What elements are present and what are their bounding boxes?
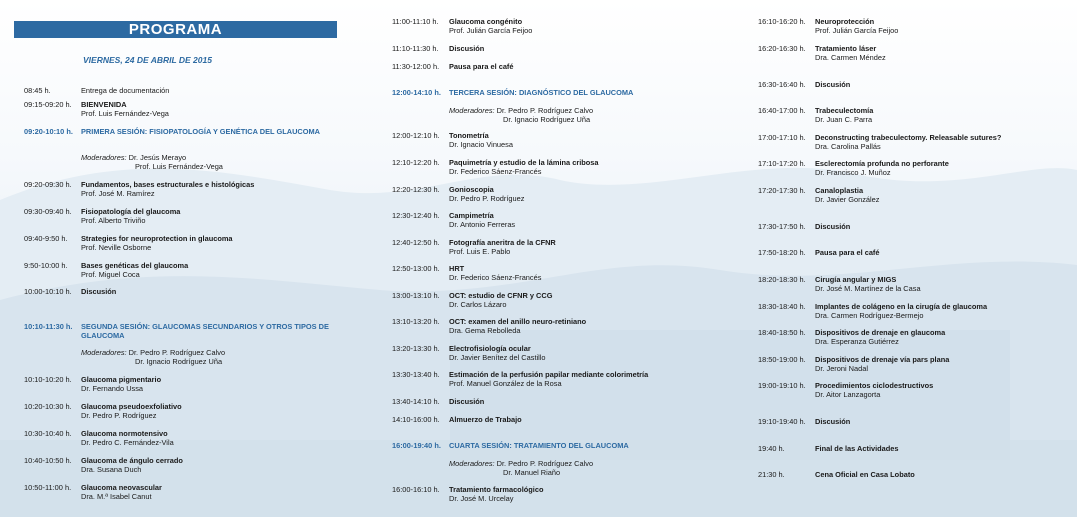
item-title: Electrofisiología ocular [449, 344, 531, 353]
item-time: 11:00-11:10 h. [392, 17, 439, 26]
item-time: 09:15-09:20 h. [24, 100, 72, 109]
item-title: Fisiopatología del glaucoma [81, 207, 181, 216]
item-speaker: Dra. Gema Rebolleda [449, 326, 521, 336]
item-title: HRT [449, 264, 465, 273]
item-time: 13:10-13:20 h. [392, 317, 440, 326]
item-speaker: Dr. Pedro P. Rodríguez [449, 194, 525, 204]
item-title: Final de las Actividades [815, 444, 899, 453]
item-time: 17:30-17:50 h. [758, 222, 806, 231]
item-time: 12:30-12:40 h. [392, 211, 440, 220]
item-speaker: Prof. Miguel Coca [81, 270, 140, 280]
program-banner: PROGRAMA [14, 21, 337, 38]
item-speaker: Dr. Ignacio Vinuesa [449, 140, 513, 150]
item-speaker: Dr. Fernando Ussa [81, 384, 144, 394]
moderator-name: Dr. Pedro P. Rodríguez Calvo [496, 106, 594, 115]
item-speaker: Dr. Francisco J. Muñoz [815, 168, 891, 178]
item-speaker: Dra. Carmen Méndez [815, 53, 886, 63]
item-speaker: Prof. Julián García Feijoo [815, 26, 899, 36]
item-title: Discusión [449, 397, 485, 406]
item-title: OCT: estudio de CFNR y CCG [449, 291, 553, 300]
item-time: 14:10-16:00 h. [392, 415, 440, 424]
moderators-label: Moderadores: [81, 348, 127, 357]
item-title: Gonioscopia [449, 185, 494, 194]
item-title: Fotografía aneritra de la CFNR [449, 238, 556, 247]
item-speaker: Dr. Javier Benítez del Castillo [449, 353, 546, 363]
item-speaker: Dr. José M. Urcelay [449, 494, 514, 504]
item-title: Bases genéticas del glaucoma [81, 261, 189, 270]
item-time: 12:00-14:10 h. [392, 88, 441, 97]
moderator-name: Prof. Luis Fernández-Vega [135, 162, 223, 172]
item-title: Tratamiento farmacológico [449, 485, 544, 494]
item-time: 13:20-13:30 h. [392, 344, 440, 353]
moderator-name: Dr. Pedro P. Rodríguez Calvo [496, 459, 594, 468]
item-time: 10:50-11:00 h. [24, 483, 72, 492]
item-title: Glaucoma pigmentario [81, 375, 162, 384]
item-time: 19:00-19:10 h. [758, 381, 806, 390]
item-title: Neuroprotección [815, 17, 875, 26]
item-time: 18:40-18:50 h. [758, 328, 806, 337]
item-title: Discusión [815, 80, 851, 89]
item-time: 16:20-16:30 h. [758, 44, 806, 53]
moderator-name: Dr. Ignacio Rodríguez Uña [135, 357, 223, 367]
item-title: PRIMERA SESIÓN: FISIOPATOLOGÍA Y GENÉTICA DEL GLAUCOMA [81, 127, 320, 136]
item-speaker: Dr. Pedro C. Fernández-Vila [81, 438, 174, 448]
item-time: 10:20-10:30 h. [24, 402, 72, 411]
item-title: Glaucoma de ángulo cerrado [81, 456, 183, 465]
item-time: 9:50-10:00 h. [24, 261, 68, 270]
moderator-name: Dr. Jesús Merayo [128, 153, 187, 162]
item-title: Tonometría [449, 131, 489, 140]
item-time: 12:00-12:10 h. [392, 131, 440, 140]
item-title: Esclerectomía profunda no perforante [815, 159, 949, 168]
item-time: 11:10-11:30 h. [392, 44, 439, 53]
item-speaker: Dra. Esperanza Gutiérrez [815, 337, 899, 347]
item-speaker: Dr. Jeroni Nadal [815, 364, 868, 374]
item-time: 21:30 h. [758, 470, 785, 479]
item-title: Estimación de la perfusión papilar mediante colorimetría [449, 370, 649, 379]
item-time: 13:40-14:10 h. [392, 397, 440, 406]
item-time: 12:50-13:00 h. [392, 264, 440, 273]
item-time: 16:00-19:40 h. [392, 441, 441, 450]
item-time: 10:40-10:50 h. [24, 456, 72, 465]
item-time: 16:00-16:10 h. [392, 485, 440, 494]
moderators-label: Moderadores: [449, 106, 495, 115]
item-time: 12:10-12:20 h. [392, 158, 440, 167]
moderators-label: Moderadores: [81, 153, 127, 162]
item-time: 09:30-09:40 h. [24, 207, 72, 216]
moderator-name: Dr. Manuel Riaño [503, 468, 561, 478]
item-speaker: Dr. Federico Sáenz-Francés [449, 273, 542, 283]
item-title: Glaucoma neovascular [81, 483, 162, 492]
item-speaker: Prof. Luis E. Pablo [449, 247, 511, 257]
item-title: Discusión [815, 222, 851, 231]
item-time: 19:40 h. [758, 444, 785, 453]
item-speaker: Prof. Luis Fernández-Vega [81, 109, 169, 119]
item-speaker: Prof. José M. Ramírez [81, 189, 155, 199]
item-speaker: Dr. Federico Sáenz-Francés [449, 167, 542, 177]
item-speaker: Dra. Carmen Rodríguez-Bermejo [815, 311, 924, 321]
item-time: 10:30-10:40 h. [24, 429, 72, 438]
item-title: Glaucoma normotensivo [81, 429, 168, 438]
item-time: 17:50-18:20 h. [758, 248, 806, 257]
item-title: Discusión [449, 44, 485, 53]
item-time: 16:10-16:20 h. [758, 17, 806, 26]
item-speaker: Dra. Susana Duch [81, 465, 142, 475]
item-title: Deconstructing trabeculectomy. Releasable sutures? [815, 133, 1002, 142]
item-title: BIENVENIDA [81, 100, 127, 109]
item-speaker: Dr. Carlos Lázaro [449, 300, 507, 310]
item-speaker: Prof. Neville Osborne [81, 243, 152, 253]
item-title: Trabeculectomía [815, 106, 874, 115]
item-time: 11:30-12:00 h. [392, 62, 440, 71]
item-title: Glaucoma pseudoexfoliativo [81, 402, 182, 411]
item-speaker: Prof. Alberto Triviño [81, 216, 146, 226]
item-title: Glaucoma congénito [449, 17, 523, 26]
item-title: Entrega de documentación [81, 86, 170, 95]
item-time: 13:30-13:40 h. [392, 370, 440, 379]
item-speaker: Dr. Juan C. Parra [815, 115, 873, 125]
item-title: Tratamiento láser [815, 44, 877, 53]
item-title: Strategies for neuroprotection in glaucoma [81, 234, 233, 243]
item-speaker: Dra. Carolina Pallás [815, 142, 881, 152]
item-title: Pausa para el café [449, 62, 514, 71]
item-speaker: Prof. Manuel González de la Rosa [449, 379, 562, 389]
item-time: 18:20-18:30 h. [758, 275, 806, 284]
item-speaker: Dra. M.ª Isabel Canut [81, 492, 152, 502]
item-speaker: Dr. Aitor Lanzagorta [815, 390, 881, 400]
item-time: 09:40-9:50 h. [24, 234, 68, 243]
item-title: Discusión [815, 417, 851, 426]
item-time: 16:40-17:00 h. [758, 106, 806, 115]
item-speaker: Dr. Antonio Ferreras [449, 220, 516, 230]
item-title: Implantes de colágeno en la cirugía de glaucoma [815, 302, 988, 311]
moderator-name: Dr. Pedro P. Rodríguez Calvo [128, 348, 226, 357]
item-time: 19:10-19:40 h. [758, 417, 806, 426]
moderator-name: Dr. Ignacio Rodríguez Uña [503, 115, 591, 125]
item-title: TERCERA SESIÓN: DIAGNÓSTICO DEL GLAUCOMA [449, 88, 634, 97]
item-time: 17:00-17:10 h. [758, 133, 806, 142]
item-time: 12:40-12:50 h. [392, 238, 440, 247]
program-date: VIERNES, 24 DE ABRIL DE 2015 [83, 55, 212, 65]
item-speaker: Dr. José M. Martínez de la Casa [815, 284, 921, 294]
item-title: Dispositivos de drenaje en glaucoma [815, 328, 946, 337]
item-time: 17:20-17:30 h. [758, 186, 806, 195]
item-title: Fundamentos, bases estructurales e histológicas [81, 180, 255, 189]
item-speaker: Dr. Javier González [815, 195, 880, 205]
item-time: 17:10-17:20 h. [758, 159, 806, 168]
item-title: Paquimetría y estudio de la lámina cribosa [449, 158, 599, 167]
item-title: Campimetría [449, 211, 494, 220]
item-time: 10:10-10:20 h. [24, 375, 72, 384]
item-time: 18:50-19:00 h. [758, 355, 806, 364]
moderators-label: Moderadores: [449, 459, 495, 468]
item-title: SEGUNDA SESIÓN: GLAUCOMAS SECUNDARIOS Y OTROS TIPOS DE GLAUCOMA [81, 322, 329, 341]
item-title: OCT: examen del anillo neuro-retiniano [449, 317, 587, 326]
item-speaker: Prof. Julián García Feijoo [449, 26, 533, 36]
item-time: 10:10-11:30 h. [24, 322, 73, 331]
item-title: Pausa para el café [815, 248, 880, 257]
item-title: Procedimientos ciclodestructivos [815, 381, 934, 390]
item-time: 18:30-18:40 h. [758, 302, 806, 311]
item-title: Canaloplastia [815, 186, 864, 195]
item-time: 09:20-09:30 h. [24, 180, 72, 189]
item-title: Dispositivos de drenaje vía pars plana [815, 355, 950, 364]
item-time: 12:20-12:30 h. [392, 185, 440, 194]
item-title: Cirugía angular y MIGS [815, 275, 897, 284]
item-time: 09:20-10:10 h. [24, 127, 73, 136]
item-time: 10:00-10:10 h. [24, 287, 72, 296]
item-title: CUARTA SESIÓN: TRATAMIENTO DEL GLAUCOMA [449, 441, 629, 450]
item-time: 08:45 h. [24, 86, 51, 95]
item-title: Almuerzo de Trabajo [449, 415, 522, 424]
item-title: Discusión [81, 287, 117, 296]
item-time: 13:00-13:10 h. [392, 291, 440, 300]
item-time: 16:30-16:40 h. [758, 80, 806, 89]
item-speaker: Dr. Pedro P. Rodríguez [81, 411, 157, 421]
item-title: Cena Oficial en Casa Lobato [815, 470, 915, 479]
